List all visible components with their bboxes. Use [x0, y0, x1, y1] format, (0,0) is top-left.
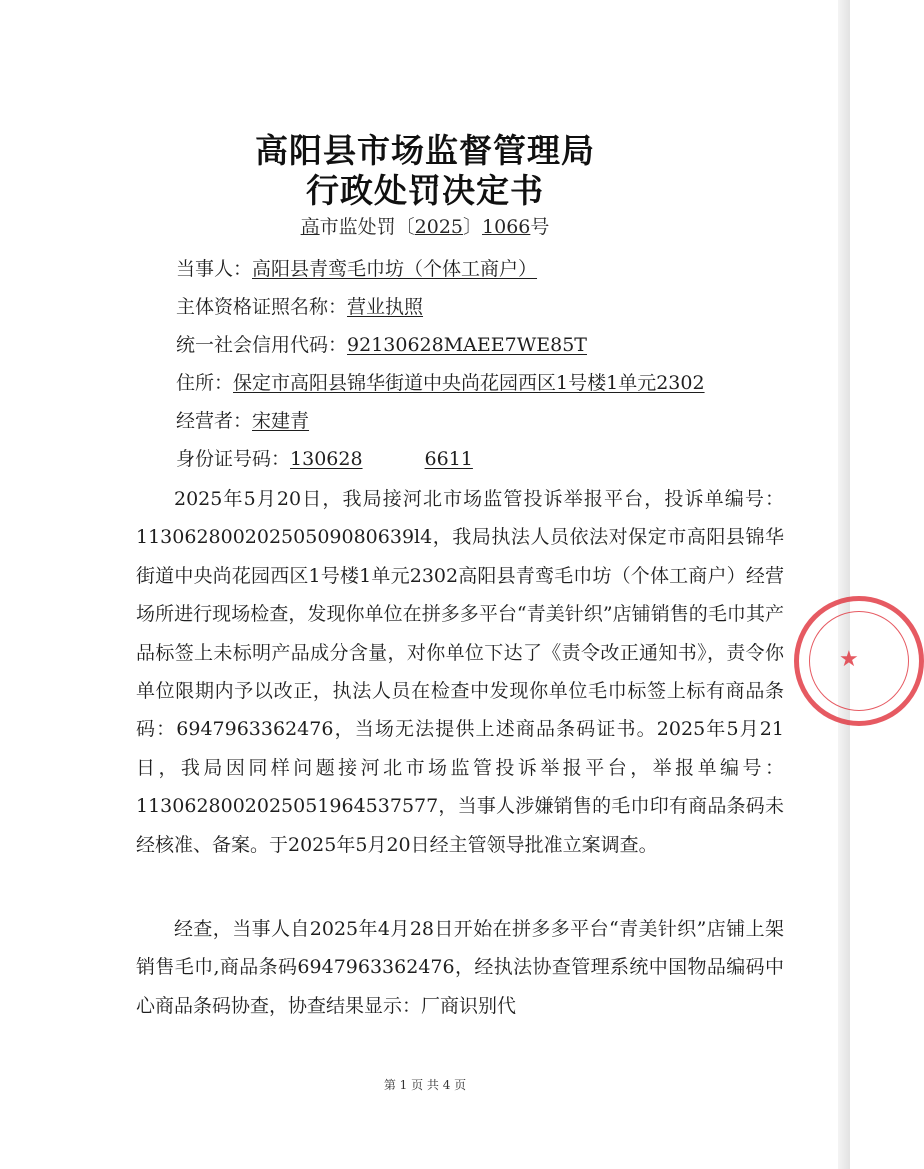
doc-number-prefix: 高 [300, 216, 320, 238]
body-paragraph-2: 经查，当事人自2025年4月28日开始在拼多多平台“青美针织”店铺上架销售毛巾,商品条码6947963362476，经执法协查管理系统中国物品编码中心商品条码协查，协查结果显示：厂商识别代 [136, 918, 784, 1017]
party-label: 当事人： [176, 258, 253, 280]
id-label: 身份证号码： [176, 448, 291, 470]
address-value: 保定市高阳县锦华街道中央尚花园西区1号楼1单元2302 [233, 372, 705, 394]
doc-number-bracket: 〕 [463, 216, 483, 238]
page-footer: 第 1 页 共 4 页 [383, 1078, 467, 1092]
id-value-end: 6611 [424, 448, 473, 470]
operator-label: 经营者： [176, 410, 253, 432]
cert-value: 营业执照 [347, 296, 424, 318]
doc-number-suffix: 号 [530, 216, 550, 238]
operator-value: 宋建青 [252, 410, 310, 432]
credit-label: 统一社会信用代码： [176, 334, 348, 356]
seal-star-icon: ★ [839, 647, 859, 672]
seal-inner-ring [809, 611, 909, 711]
doc-number-mid: 市监处罚〔 [319, 216, 415, 238]
doc-number-year: 2025 [414, 216, 463, 238]
party-value: 高阳县青鸾毛巾坊（个体工商户） [252, 258, 538, 280]
address-label: 住所： [176, 372, 234, 394]
cert-label: 主体资格证照名称： [176, 296, 348, 318]
org-title: 高阳县市场监督管理局 [255, 131, 595, 170]
doc-number-num: 1066 [482, 216, 531, 238]
body-paragraph-1: 2025年5月20日，我局接河北市场监管投诉举报平台，投诉单编号：11306280020250509080639l4，我局执法人员依法对保定市高阳县锦华街道中央尚花园西区1号楼1单元2302高阳县青鸾毛巾坊（个体工商户）经营场所进行现场检查，发现你单位在拼多多平台“青美针织”店铺销售的毛巾其产品标签上未标明产品成分含量，对你单位下达了《责令改正通知书》，责令你单位限期内予以改正，执法人员在检查中发现你单位毛巾标签上标有商品条码：6947963362476，当场无法提供上述商品条码证书。2025年5月21日，我局因同样问题接河北市场监管投诉举报平台，举报单编号：1130628002025051964537577，当事人涉嫌销售的毛巾印有商品条码未经核准、备案。于2025年5月20日经主管领导批准立案调查。 [136, 488, 784, 856]
official-seal-stamp [794, 596, 924, 726]
credit-value: 92130628MAEE7WE85T [347, 334, 587, 356]
doc-type-title: 行政处罚决定书 [306, 171, 544, 210]
id-value-start: 130628 [290, 448, 363, 470]
